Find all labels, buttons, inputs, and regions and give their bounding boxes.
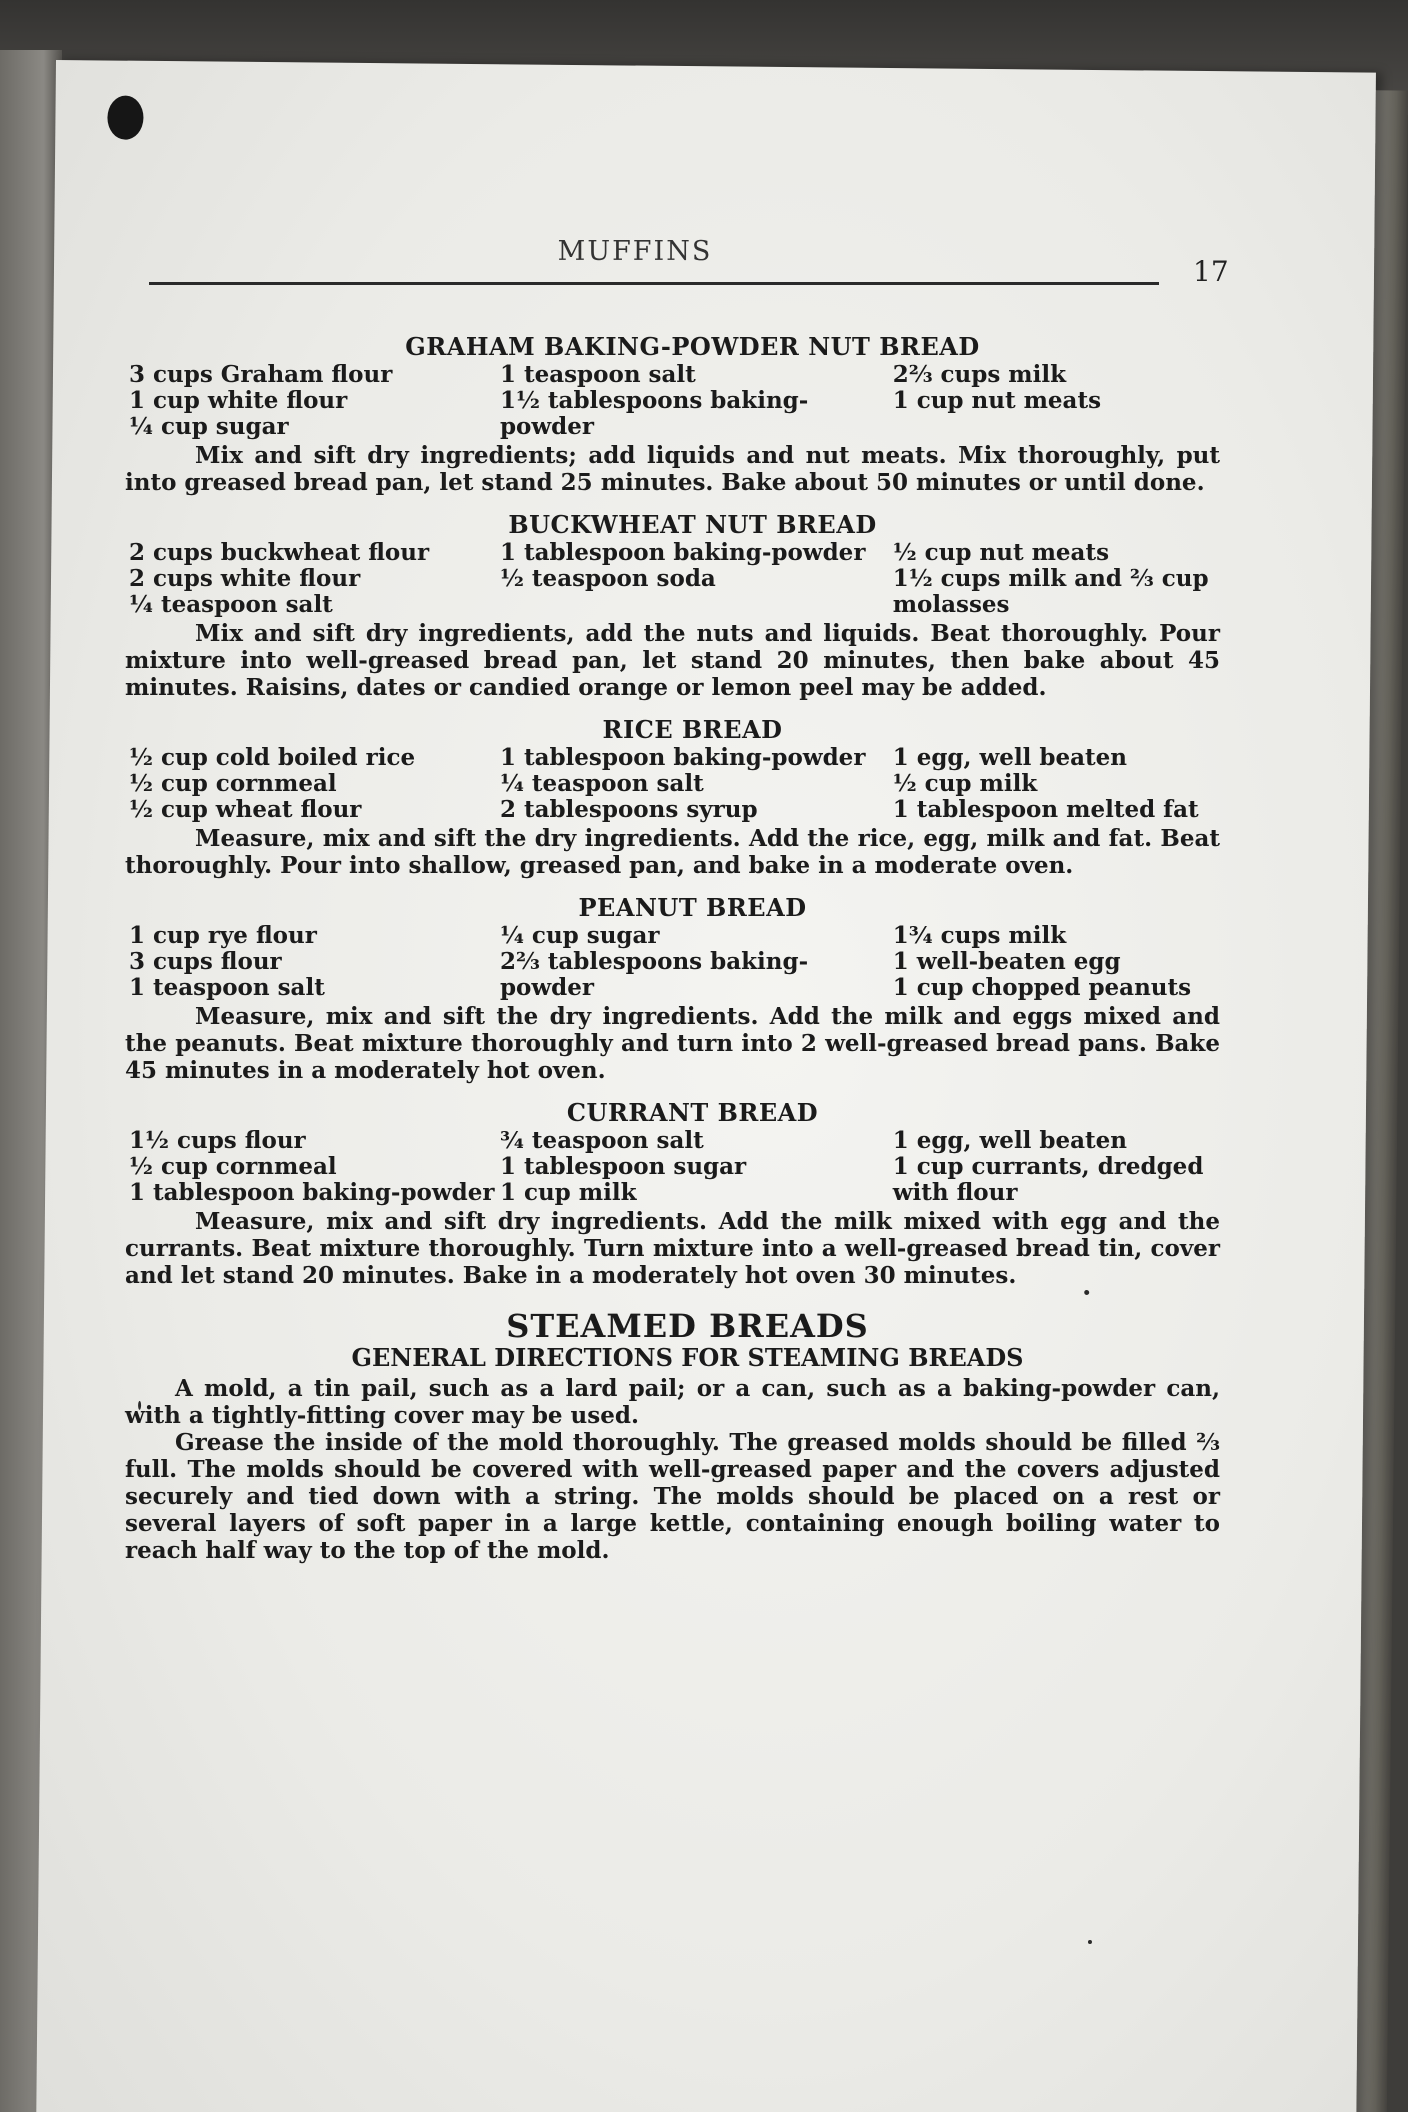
ingredient-column <box>893 540 1220 618</box>
recipe-method <box>125 1003 1220 1084</box>
ingredient-column <box>500 540 893 618</box>
ingredient-item: 1 tablespoon baking-powder <box>499 744 866 771</box>
ingredient-columns <box>129 745 1220 823</box>
ingredient-column <box>129 362 500 440</box>
ingredient-item: 1 cup white flour <box>129 387 348 414</box>
recipe-method <box>125 1208 1220 1289</box>
header-rule <box>149 282 1159 285</box>
ingredient-column <box>129 923 500 1001</box>
ingredient-item: ½ cup nut meats <box>892 539 1110 566</box>
paragraph: A mold, a tin pail, such as a lard pail; or a can, such as a baking-powder can, with a tightly-fitting cover may be used. <box>125 1375 1220 1429</box>
ingredient-item: 1 cup milk <box>499 1179 637 1206</box>
ingredient-item: ¼ cup sugar <box>129 413 289 440</box>
recipe-title: CURRANT BREAD <box>566 1098 819 1127</box>
method-text: Mix and sift dry ingredients, add the nuts and liquids. Beat thoroughly. Pour mixture into well-greased bread pan, let stand 20 minutes, then bake about 45 minutes. Raisins, dates or candied orange or lemon peel may be added. <box>125 620 1220 701</box>
ingredient-item: 2 tablespoons syrup <box>499 796 758 823</box>
ingredient-item: 1 tablespoon sugar <box>499 1153 747 1180</box>
ingredient-item: 1 cup chopped peanuts <box>892 974 1192 1001</box>
recipe <box>125 511 1220 701</box>
punch-hole <box>107 95 143 139</box>
ingredient-item: ¾ teaspoon salt <box>499 1127 704 1154</box>
ingredient-column <box>893 745 1220 823</box>
method-text: Measure, mix and sift the dry ingredients. Add the rice, egg, milk and fat. Beat thoroughly. Pour into shallow, greased pan, and bake in a moderate oven. <box>125 825 1220 879</box>
ingredient-columns <box>129 362 1220 440</box>
ingredient-item: 1 egg, well beaten <box>892 1127 1128 1154</box>
ingredient-columns <box>129 540 1220 618</box>
recipe-list <box>125 333 1220 1289</box>
recipe-method <box>125 442 1220 496</box>
print-speck <box>1088 1940 1092 1944</box>
ingredient-item: ½ cup milk <box>892 770 1038 797</box>
recipe <box>125 716 1220 879</box>
ingredient-column <box>129 745 500 823</box>
ingredient-columns <box>129 1128 1220 1206</box>
running-title: MUFFINS <box>557 236 713 267</box>
method-text: Measure, mix and sift dry ingredients. Add the milk mixed with egg and the currants. Beat mixture thoroughly. Turn mixture into a well-greased bread tin, cover and let stand 20 minutes. Bake in a moderately hot oven 30 minutes. <box>125 1208 1220 1289</box>
ingredient-item: 3 cups flour <box>129 948 282 975</box>
ingredient-item: 3 cups Graham flour <box>129 361 393 388</box>
paragraph: Grease the inside of the mold thoroughly. The greased molds should be filled ⅔ full. The molds should be covered with well-greased paper and the covers adjusted securely and tied down with a string. The molds should be placed on a rest or several layers of soft paper in a large kettle, containing enough boiling water to reach half way to the top of the mold. <box>125 1429 1220 1564</box>
recipe-title: PEANUT BREAD <box>578 893 807 922</box>
steamed-breads-section <box>125 1307 1220 1564</box>
ingredient-item: 2⅔ tablespoons baking-powder <box>499 948 809 1001</box>
recipe-title: GRAHAM BAKING-POWDER NUT BREAD <box>405 332 980 361</box>
ingredient-item: 1 tablespoon baking-powder <box>129 1179 495 1206</box>
running-head <box>125 236 1229 333</box>
section-title: STEAMED BREADS <box>506 1307 869 1345</box>
recipe-title: BUCKWHEAT NUT BREAD <box>508 510 877 539</box>
ingredient-column <box>500 362 893 440</box>
ingredient-item: ¼ cup sugar <box>499 922 660 949</box>
ingredient-item: 1 cup nut meats <box>892 387 1102 414</box>
method-text: Measure, mix and sift the dry ingredients. Add the milk and eggs mixed and the peanuts. Beat mixture thoroughly and turn into 2 well-greased bread pans. Bake 45 minutes in a moderately hot oven. <box>125 1003 1220 1084</box>
ingredient-column <box>500 1128 893 1206</box>
ingredient-item: 1 egg, well beaten <box>892 744 1128 771</box>
ingredient-column <box>129 1128 500 1206</box>
recipe-title: RICE BREAD <box>602 715 783 744</box>
recipe <box>125 894 1220 1084</box>
ingredient-item: 1 well-beaten egg <box>892 948 1121 975</box>
ingredient-columns <box>129 923 1220 1001</box>
ingredient-item: 1 teaspoon salt <box>499 361 696 388</box>
ingredient-column <box>893 923 1220 1001</box>
ingredient-item: 1 cup rye flour <box>129 922 317 949</box>
ingredient-item: 1½ tablespoons baking-powder <box>499 387 809 440</box>
ingredient-item: 1 cup currants, dredged with flour <box>892 1153 1204 1206</box>
recipe-method <box>125 825 1220 879</box>
recipe <box>125 1099 1220 1289</box>
ingredient-item: 2 cups white flour <box>129 565 361 592</box>
ingredient-item: ½ cup cold boiled rice <box>129 744 416 771</box>
ingredient-column <box>500 745 893 823</box>
ingredient-item: 2⅔ cups milk <box>892 361 1067 388</box>
ingredient-item: 1 tablespoon melted fat <box>892 796 1199 823</box>
ingredient-item: 1 teaspoon salt <box>129 974 325 1001</box>
ingredient-item: 1 tablespoon baking-powder <box>499 539 866 566</box>
ingredient-column <box>500 923 893 1001</box>
page-number: 17 <box>1193 255 1229 288</box>
subsection-title: GENERAL DIRECTIONS FOR STEAMING BREADS <box>351 1343 1024 1372</box>
ingredient-item: 2 cups buckwheat flour <box>129 539 430 566</box>
ingredient-item: ½ cup wheat flour <box>129 796 362 823</box>
ingredient-item: ¼ teaspoon salt <box>499 770 704 797</box>
ingredient-column <box>893 1128 1220 1206</box>
ingredient-item: 1½ cups flour <box>129 1127 306 1154</box>
method-text: Mix and sift dry ingredients; add liquids and nut meats. Mix thoroughly, put into greased bread pan, let stand 25 minutes. Bake about 50 minutes or until done. <box>125 442 1220 496</box>
ingredient-item: 1½ cups milk and ⅔ cup molasses <box>892 565 1209 618</box>
recipe-method <box>125 620 1220 701</box>
recipe <box>125 333 1220 496</box>
ingredient-item: 1¾ cups milk <box>892 922 1067 949</box>
ingredient-column <box>893 362 1220 440</box>
ingredient-item: ¼ teaspoon salt <box>129 591 333 618</box>
page-content <box>125 236 1229 1564</box>
ingredient-column <box>129 540 500 618</box>
ingredient-item: ½ cup cornmeal <box>129 1153 337 1180</box>
ingredient-item: ½ cup cornmeal <box>129 770 337 797</box>
ingredient-item: ½ teaspoon soda <box>499 565 716 592</box>
